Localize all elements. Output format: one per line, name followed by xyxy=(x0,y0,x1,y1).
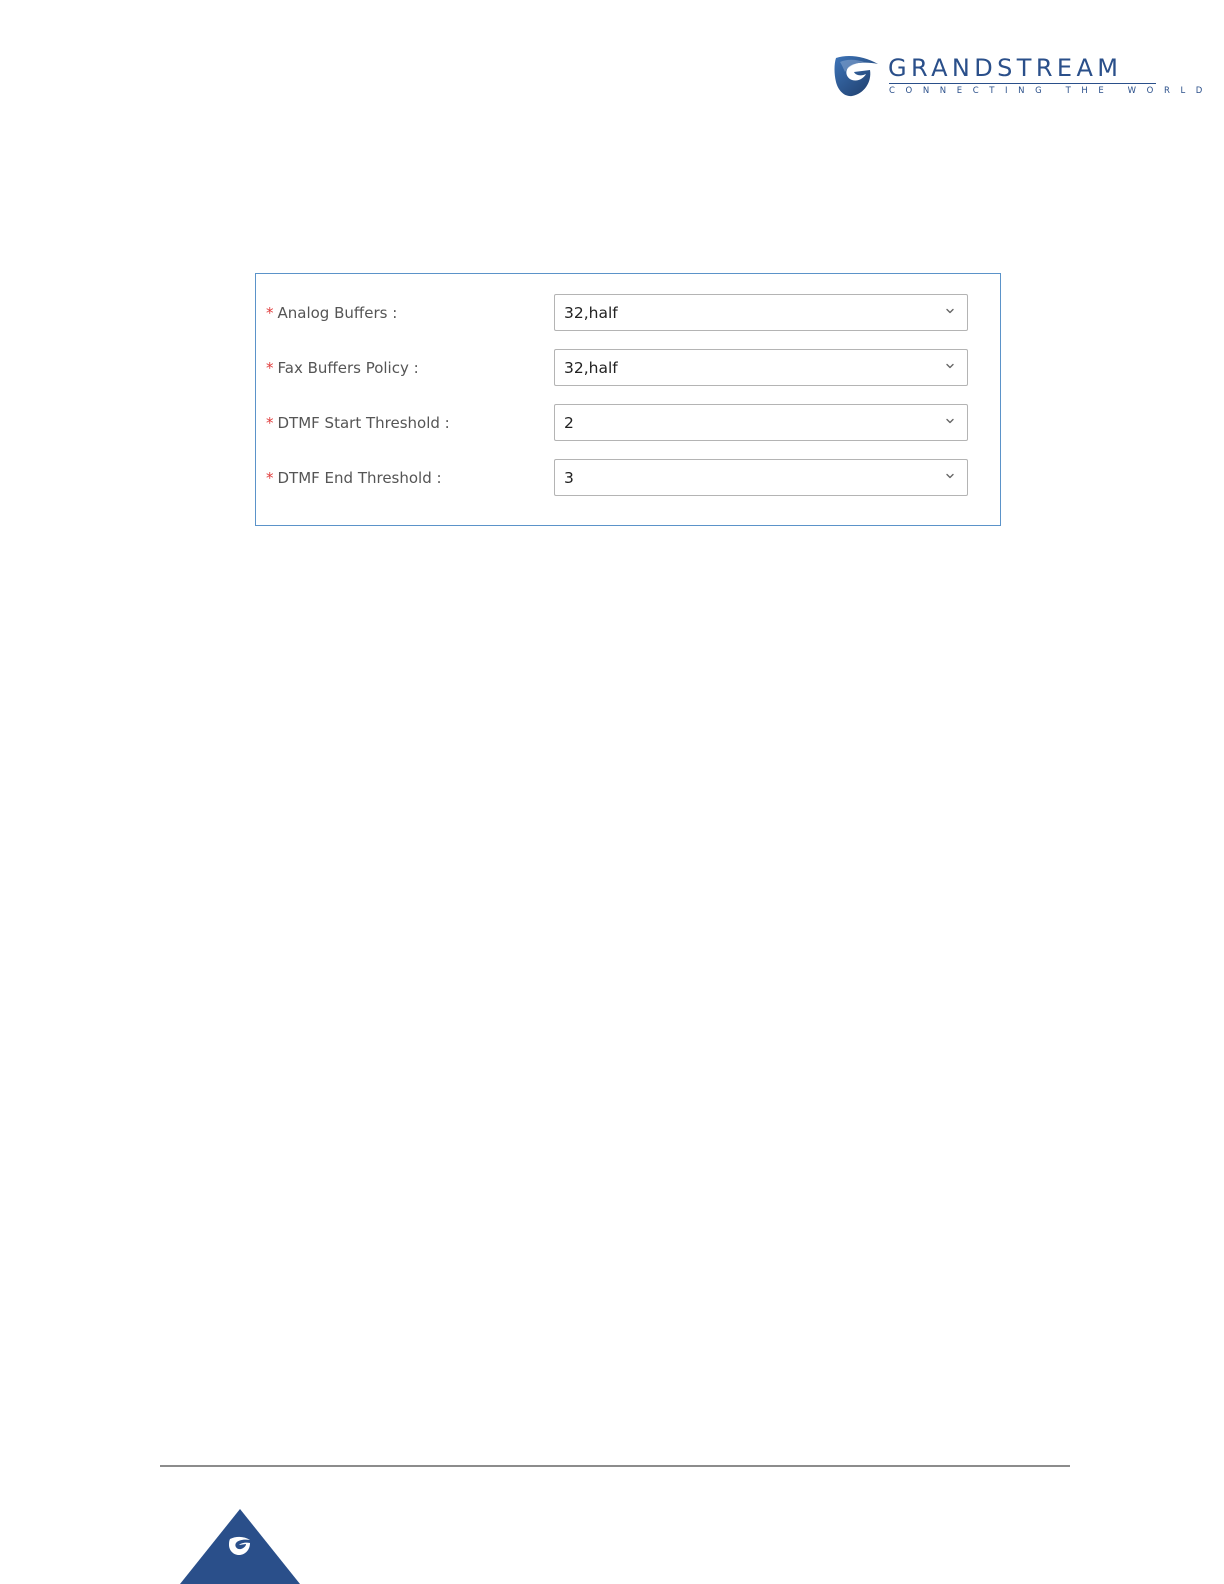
dtmf-end-threshold-label xyxy=(266,468,442,488)
dtmf-start-threshold-value: 2 xyxy=(564,414,574,432)
grandstream-logo-icon xyxy=(834,54,880,98)
analog-buffers-label xyxy=(266,303,397,323)
dtmf-start-threshold-row xyxy=(256,404,1000,442)
brand-name: GRANDSTREAM xyxy=(888,54,1123,82)
chevron-down-icon xyxy=(945,361,955,371)
dtmf-end-threshold-row xyxy=(256,459,1000,497)
brand-tagline: CONNECTING THE WORLD xyxy=(889,86,1213,96)
required-marker: * xyxy=(266,359,274,377)
dtmf-end-threshold-label-text: DTMF End Threshold : xyxy=(277,469,442,487)
required-marker: * xyxy=(266,414,274,432)
analog-buffers-label-text: Analog Buffers : xyxy=(277,304,398,322)
fax-buffers-policy-select[interactable] xyxy=(554,349,968,386)
footer-divider xyxy=(160,1465,1070,1467)
dtmf-end-threshold-select[interactable] xyxy=(554,459,968,496)
dtmf-start-threshold-label xyxy=(266,413,450,433)
dtmf-start-threshold-label-text: DTMF Start Threshold : xyxy=(277,414,450,432)
required-marker: * xyxy=(266,469,274,487)
analog-buffers-row xyxy=(256,294,1000,332)
dtmf-start-threshold-select[interactable] xyxy=(554,404,968,441)
required-marker: * xyxy=(266,304,274,322)
brand-divider xyxy=(889,83,1156,84)
chevron-down-icon xyxy=(945,416,955,426)
chevron-down-icon xyxy=(945,471,955,481)
grandstream-logo xyxy=(834,54,1213,100)
grandstream-badge-icon xyxy=(180,1509,300,1584)
fax-buffers-policy-label-text: Fax Buffers Policy : xyxy=(277,359,419,377)
analog-buffers-select[interactable] xyxy=(554,294,968,331)
analog-buffers-value: 32,half xyxy=(564,304,618,322)
fax-buffers-policy-value: 32,half xyxy=(564,359,618,377)
settings-panel xyxy=(255,273,1001,526)
fax-buffers-policy-label xyxy=(266,358,419,378)
chevron-down-icon xyxy=(945,306,955,316)
dtmf-end-threshold-value: 3 xyxy=(564,469,574,487)
fax-buffers-policy-row xyxy=(256,349,1000,387)
